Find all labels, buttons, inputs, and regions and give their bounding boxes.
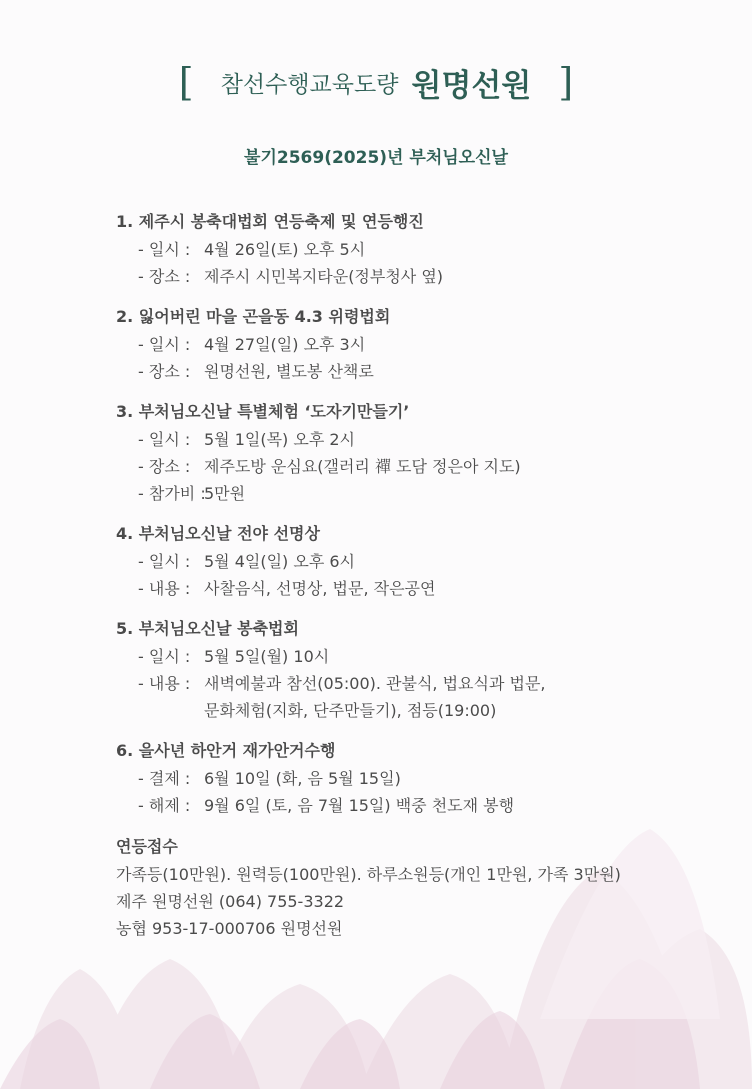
schedule-section [116,615,716,724]
left-bracket: [ [178,60,194,105]
section-detail [116,575,716,602]
section-detail [116,670,716,697]
section-title: 4. 부처님오신날 전야 선명상 [116,524,320,543]
section-detail [116,331,716,358]
detail-value: 새벽예불과 참선(05:00). 관불식, 법요식과 법문, [204,674,546,693]
detail-value: 5월 1일(목) 오후 2시 [204,430,356,449]
right-bracket: ] [558,60,574,105]
detail-label: - 일시 : [138,240,191,259]
detail-value: 5만원 [204,484,246,503]
detail-label: - 장소 : [138,362,191,381]
detail-value: 제주시 시민복지타운(정부청사 옆) [204,267,444,286]
detail-label: - 내용 : [138,674,191,693]
detail-label: - 결제 : [138,769,191,788]
section-title: 1. 제주시 봉축대법회 연등축제 및 연등행진 [116,212,424,231]
contact-title: 연등접수 [116,837,178,856]
detail-label [138,697,204,724]
detail-value: 5월 5일(월) 10시 [204,647,330,666]
schedule-section [116,303,716,385]
detail-label: - 내용 : [138,579,191,598]
section-detail [116,697,716,724]
section-detail [116,792,716,819]
schedule-section [116,737,716,819]
schedule-section [116,208,716,290]
section-detail [116,236,716,263]
section-detail [116,358,716,385]
contact-line: 제주 원명선원 (064) 755-3322 [116,892,345,911]
detail-value: 4월 26일(토) 오후 5시 [204,240,366,259]
detail-label: - 장소 : [138,267,191,286]
schedule-content [116,208,716,942]
section-title: 5. 부처님오신날 봉축법회 [116,619,299,638]
section-detail [116,453,716,480]
detail-label: - 일시 : [138,552,191,571]
detail-value: 6월 10일 (화, 음 5월 15일) [204,769,401,788]
event-title: 불기2569(2025)년 부처님오신날 [244,148,508,168]
detail-value: 사찰음식, 선명상, 법문, 작은공연 [204,579,436,598]
section-title: 2. 잃어버린 마을 곤을동 4.3 위령법회 [116,307,391,326]
detail-value: 문화체험(지화, 단주만들기), 점등(19:00) [204,701,497,720]
detail-label: - 장소 : [138,457,191,476]
detail-value: 5월 4일(일) 오후 6시 [204,552,356,571]
detail-label: - 일시 : [138,647,191,666]
schedule-sections [116,208,716,819]
header-subtitle: 참선수행교육도량 [220,72,399,98]
detail-value: 4월 27일(일) 오후 3시 [204,335,366,354]
section-title: 6. 을사년 하안거 재가안거수행 [116,741,336,760]
section-detail [116,263,716,290]
schedule-section [116,398,716,507]
contact-line: 농협 953-17-000706 원명선원 [116,919,343,938]
temple-name: 원명선원 [411,68,532,104]
schedule-section [116,520,716,602]
page-header [0,60,752,105]
detail-value: 원명선원, 별도봉 산책로 [204,362,374,381]
lantern-registration [116,833,716,942]
detail-label: - 참가비 : [138,484,206,503]
detail-value: 9월 6일 (토, 음 7월 15일) 백중 천도재 봉행 [204,796,515,815]
section-title: 3. 부처님오신날 특별체험 ‘도자기만들기’ [116,402,410,421]
contact-line: 가족등(10만원). 원력등(100만원). 하루소원등(개인 1만원, 가족 3만원) [116,865,621,884]
detail-value: 제주도방 운심요(갤러리 禪 도담 정은아 지도) [204,457,521,476]
section-detail [116,765,716,792]
detail-label: - 해제 : [138,796,191,815]
detail-label: - 일시 : [138,335,191,354]
detail-label: - 일시 : [138,430,191,449]
section-detail [116,426,716,453]
section-detail [116,643,716,670]
section-detail [116,548,716,575]
section-detail [116,480,716,507]
